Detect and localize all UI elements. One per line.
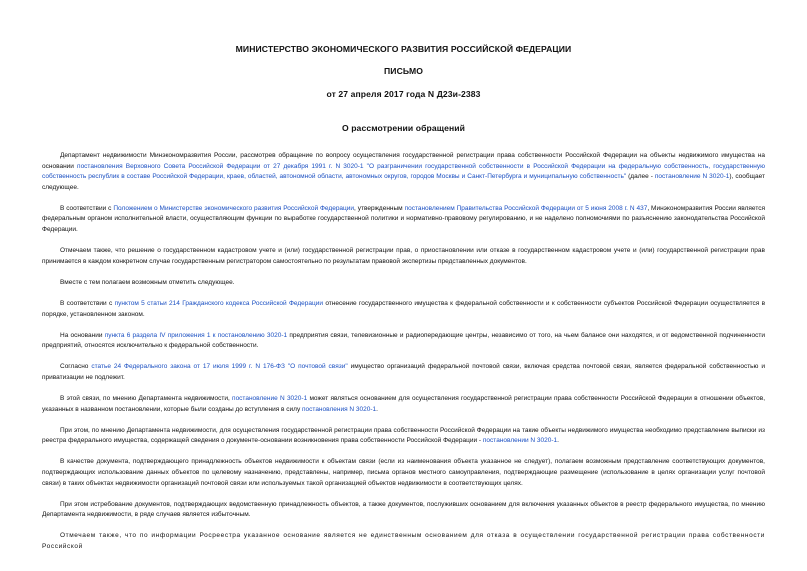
link-civil-code-214[interactable]: пунктом 5 статьи 214 Гражданского кодекса Российской Федерации — [114, 299, 323, 307]
p9-text-1: При этом, по мнению Департамента недвижимости, для осуществления государственной регистрации права собственности Российской Федерации на такие объекты недвижимого имущества необходимо представление выписки из реестра федерального имущества, содержащей сведения о документе-основании возникновения права собственности Российской Федерации - — [42, 426, 765, 445]
p8-text-1: В этой связи, по мнению Департамента недвижимости, — [60, 395, 233, 402]
paragraph-4: Вместе с тем полагаем возможным отметить следующее. — [60, 278, 235, 286]
paragraph-8 — [42, 394, 765, 415]
paragraph-2 — [42, 204, 765, 236]
paragraph-1 — [42, 151, 765, 193]
paragraph-3: Отмечаем также, что решение о государственном кадастровом учете и (или) государственной регистрации прав, о приостановлении или отказе в государственном кадастровом учете и (или) государственной регистрации прав принимается в каждом конкретном случае государственным регистратором самостоятельно по результатам правовой экспертизы представленных документов. — [42, 247, 765, 265]
paragraph-11: При этом истребование документов, подтверждающих ведомственную принадлежность объектов, а также документов, послуживших основанием для включения указанных объектов в реестр федерального имущества, по мнению Департамента недвижимости, в ряде случаев является избыточным. — [42, 500, 765, 519]
ministry-title: МИНИСТЕРСТВО ЭКОНОМИЧЕСКОГО РАЗВИТИЯ РОССИЙСКОЙ ФЕДЕРАЦИИ — [235, 44, 572, 54]
link-appendix-1-section-iv[interactable]: пункта 6 раздела IV приложения 1 к постановлению 3020-1 — [104, 331, 288, 339]
paragraph-7 — [42, 362, 765, 383]
link-resolution-3020-1-p9[interactable]: постановлении N 3020-1 — [482, 437, 558, 445]
p8-text-2: может являться основанием для осуществления государственной регистрации права собственности Российской Федерации в отношении объектов, указанных в названном постановлении, которые были созданы до вступления в силу — [42, 395, 766, 413]
link-postal-law-article-24[interactable]: статье 24 Федерального закона от 17 июля 1999 г. N 176-ФЗ "О почтовой связи" — [91, 363, 348, 371]
p2-text-1: В соответствии с — [60, 204, 114, 212]
p7-text-1: Согласно — [60, 363, 92, 371]
p6-text-1: На основании — [60, 331, 105, 339]
document-type: ПИСЬМО — [384, 66, 423, 76]
document-body — [42, 151, 765, 563]
link-resolution-3020-1-short[interactable]: постановление N 3020-1 — [654, 173, 730, 181]
p2-text-2: , утвержденным — [354, 204, 405, 212]
p1-text-2: (далее - — [626, 173, 655, 181]
link-resolution-3020-1-p8b[interactable]: постановления N 3020-1 — [302, 405, 377, 413]
p5-text-2: отнесение государственного имущества к федеральной собственности и к собственности субъектов Российской Федерации осуществляется в порядке, установленном законом. — [42, 299, 766, 318]
paragraph-6 — [42, 331, 765, 352]
p1-text-3: ), сообщает следующее. — [42, 173, 765, 191]
p6-text-2: предприятия связи, телевизионные и радиопередающие центры, независимо от того, на чьем балансе они находятся, и от ведомственной подчиненности предприятий, относятся исключительно к федеральной собственности. — [42, 331, 765, 350]
p8-text-3: . — [376, 405, 378, 413]
paragraph-9 — [42, 426, 765, 447]
p5-text-1: В соответствии с — [60, 299, 115, 307]
link-ministry-regulation[interactable]: Положением о Министерстве экономического развития Российской Федерации — [113, 204, 355, 212]
p1-text-1: Департамент недвижимости Минэкономразвития России, рассмотрев обращение по вопросу осуществления государственной регистрации права собственности Российской Федерации на объекты недвижимого имущества на основании — [42, 152, 765, 170]
p7-text-2: имущество организаций федеральной почтовой связи, включая средства почтовой связи, является федеральной собственностью и приватизации не подлежит. — [42, 363, 765, 381]
p9-text-2: . — [557, 437, 559, 445]
document-subject: О рассмотрении обращений — [341, 123, 466, 133]
paragraph-10: В качестве документа, подтверждающего принадлежность объектов недвижимости к объектам связи (если из наименования объекта указанное не следует), полагаем возможным представление соответствующих документов, подтверждающих использование данных объектов по целевому назначению, представлены, например, письма органов местного самоуправления, подтверждающие размещение (использование в целях организации услуг почтовой связи) в таких объектах недвижимости организаций почтовой связи или используемых такой организацией объектов недвижимости в соответствующих целях. — [42, 458, 765, 487]
paragraph-5 — [42, 299, 765, 320]
document-date-number: от 27 апреля 2017 года N Д23и-2383 — [326, 89, 481, 99]
p2-text-3: , Минэкономразвития России является федеральным органом исполнительной власти, осуществляющим функции по выработке государственной политики и нормативно-правовому регулированию, и не наделено полномочиями по разъяснению законодательства Российской Федерации. — [42, 204, 765, 234]
paragraph-12: Отмечаем также, что по информации Росреестра указанное основание является не единственным основанием для отказа в осуществлении государственной регистрации права собственности Российской — [42, 532, 765, 550]
link-resolution-3020-1-p8a[interactable]: постановление N 3020-1 — [232, 395, 308, 402]
link-resolution-3020-1[interactable]: постановления Верховного Совета Российской Федерации от 27 декабря 1991 г. N 3020-1 "О разграничении государственной собственности в Российской Федерации на федеральную собственность, государственную собственность республик в составе Российской Федерации, краев, областей, автономной области, автономных округов, городов Москвы и Санкт-Петербурга и муниципальную собственность" — [42, 162, 765, 181]
link-government-resolution-437[interactable]: постановлением Правительства Российской Федерации от 5 июня 2008 г. N 437 — [404, 204, 648, 212]
